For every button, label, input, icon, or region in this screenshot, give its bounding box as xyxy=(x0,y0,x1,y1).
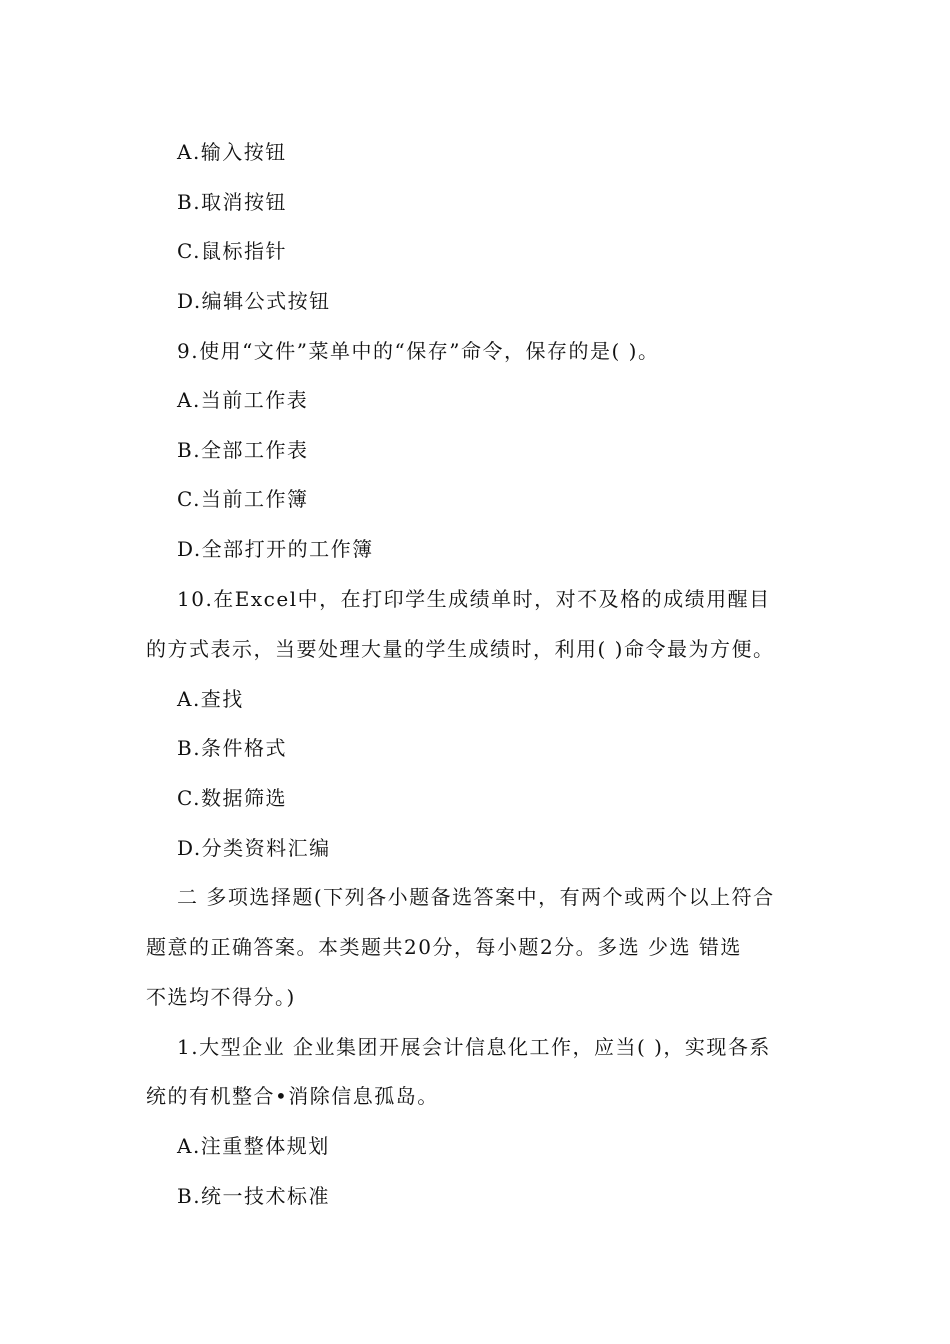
q10-option-c: C.数据筛选 xyxy=(177,786,287,810)
question-10-line-1: 10.在Excel中，在打印学生成绩单时，对不及格的成绩用醒目 xyxy=(177,587,771,611)
option-b-cancel-button: B.取消按钮 xyxy=(177,190,288,214)
mq1-line-2: 统的有机整合•消除信息孤岛。 xyxy=(146,1084,439,1108)
q10-option-b: B.条件格式 xyxy=(177,736,288,760)
q10-option-d: D.分类资料汇编 xyxy=(177,836,331,860)
q10-option-a: A.查找 xyxy=(177,687,244,711)
mq1-option-a: A.注重整体规划 xyxy=(177,1134,330,1158)
section-heading-line-2: 题意的正确答案。本类题共20分，每小题2分。多选 少选 错选 xyxy=(146,935,742,959)
q9-option-b: B.全部工作表 xyxy=(177,438,309,462)
section-heading-line-1: 二 多项选择题(下列各小题备选答案中，有两个或两个以上符合 xyxy=(177,885,775,909)
question-10-line-2: 的方式表示，当要处理大量的学生成绩时，利用( )命令最为方便。 xyxy=(146,637,775,661)
option-a-input-button: A.输入按钮 xyxy=(177,140,287,164)
option-c-mouse-pointer: C.鼠标指针 xyxy=(177,239,287,263)
q9-option-a: A.当前工作表 xyxy=(177,388,309,412)
option-d-edit-formula-button: D.编辑公式按钮 xyxy=(177,289,331,313)
mq1-option-b: B.统一技术标准 xyxy=(177,1184,331,1208)
section-heading-line-3: 不选均不得分。) xyxy=(146,985,296,1009)
q9-option-c: C.当前工作簿 xyxy=(177,487,309,511)
question-9: 9.使用“文件”菜单中的“保存”命令，保存的是( )。 xyxy=(177,339,660,363)
mq1-line-1: 1.大型企业 企业集团开展会计信息化工作，应当( )，实现各系 xyxy=(177,1035,771,1059)
q9-option-d: D.全部打开的工作簿 xyxy=(177,537,374,561)
